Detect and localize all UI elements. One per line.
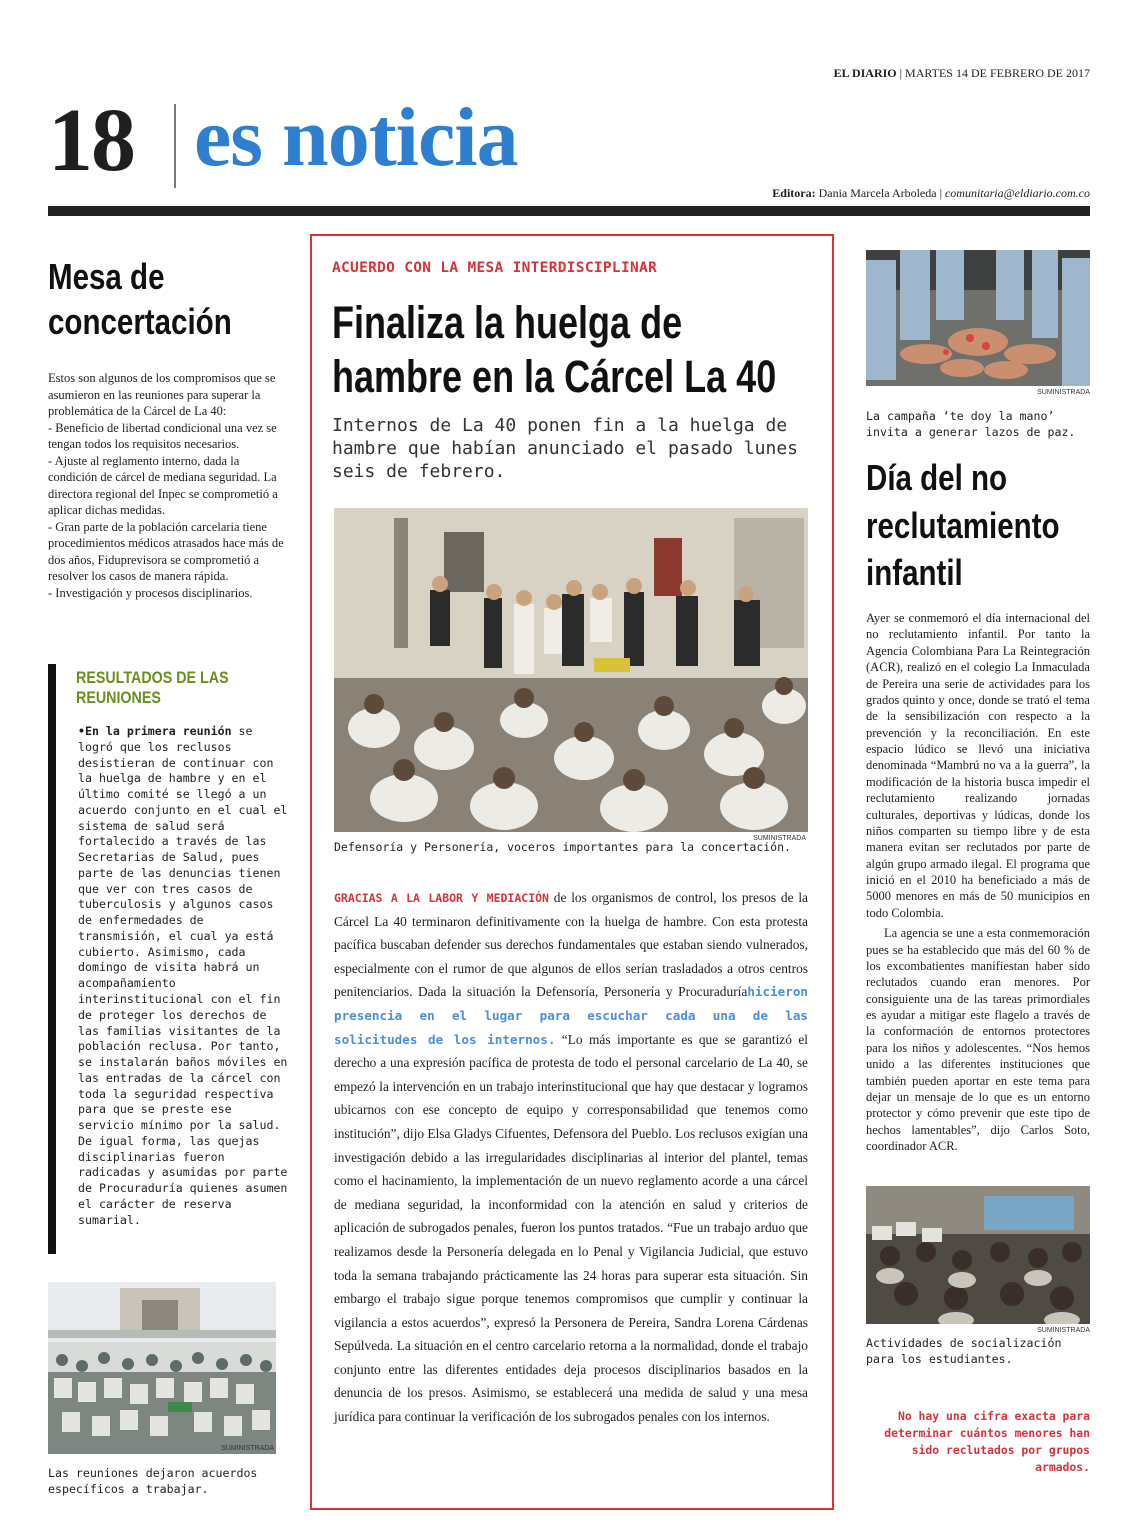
header-divider [174,104,176,188]
photo-credit: SUMINISTRADA [1037,389,1090,396]
results-text [78,724,294,1229]
left-headline-line2: concertación [48,301,232,342]
commitment-item: - Investigación y procesos disciplinarios. [48,585,253,600]
right-headline [866,454,1112,597]
editor-email: comunitaria@eldiario.com.co [944,186,1090,200]
article-body-part2: “Lo más importante es que se garantizó el derecho a una expresión pacífica de protesta de todo el personal carcelario de La 40, se empezó la intervención en un trabajo interinstitucional que hay que destacar y logramos ubicarnos con ese concepto de equipo y corresponsabilidad que tenemos como institución”, dijo Elsa Gladys Cifuentes, Defensora del Pueblo. Los reclusos exigían una investigación debido a las irregularidades disciplinarias al interior del plantel, temas como el hacinamiento, la implementación de un nuevo reglamento acorde a una cárcel de mediana seguridad, la inconformidad con la atención en salud y criterios de aplicación de subrogados penales, fueron los puntos tratados. “Fue un trabajo arduo que realizamos desde la Personería delegada en lo Penal y Vigilancia Judicial, que estuvo toda la semana trabajando prácticamente las 24 horas para superar esta situación. Sin embargo el trabajo sigue porque tenemos compromisos que cumplir y continuar la vigilancia a estos acuerdos”, expresó la Personera de Pereira, Sandra Lorena Cárdenas Sepúlveda. La situación en el centro carcelario retorna a la normalidad, donde el trabajo conjunto entre las diferentes entidades deja procesos disciplinarios basados en la denuncia de los presos. Asimismo, se establecerá una medida de salud y una mesa jurídica para continuar la verificación de los subrogados penales con los internos. [334,1031,808,1425]
photo-credit: SUMINISTRADA [1037,1327,1090,1334]
left-headline-line1: Mesa de [48,256,165,297]
students-photo [866,1186,1090,1334]
commitment-item: - Beneficio de libertad condicional una vez se tengan todos los requisitos necesarios. [48,420,277,451]
dateline-separator: | [899,66,903,80]
publication-date: MARTES 14 DE FEBRERO DE 2017 [905,66,1090,80]
page-number: 18 [48,91,134,190]
results-body: se logró que los reclusos desistieran de continuar con la huelga de hambre y en el último comité se llegó a un acuerdo conjunto en el cual el sistema de salud será fortalecido a través de las Secretarias de Salud, pues parte de las denuncias tienen que ver con tres casos de tuberculosis y algunos casos de enfermedades de transmisión, el cual ya está cubierto. Asimismo, cada domingo de visita habrá un acompañamiento interinstitucional con el fin de proteger los derechos de las familias visitantes de la población reclusa. Por tanto, se instalarán baños móviles en las entradas de la cárcel con toda la seguridad respectiva para que se preste ese servicio mínimo por la salud. De igual forma, las quejas disciplinarias fueron radicadas y asumidas por parte de Procuraduría quienes asumen el carácter de reserva sumarial. [78,724,288,1227]
article-deck: Internos de La 40 ponen fin a la huelga de hambre que habían anunciado el pasado lunes seis de febrero. [332,415,798,483]
article-body-part1: de los organismos de control, los presos de la Cárcel La 40 terminaron definitivamente con la huelga de hambre. Con esta protesta pacífica buscaban defender sus derechos fundamentales que estaban siendo vulnerados, especialmente con el rumor de que algunos de ellos serían trasladados a otros centros penitenciarios. Dada la situación la Defensoría, Personería y Procuraduría [334,890,808,1000]
right-headline-line2: reclutamiento [866,504,1060,546]
results-bar [48,664,56,1254]
editor-separator: | [939,186,942,200]
left-column [48,254,288,601]
campaign-photo [866,250,1090,396]
commitments-intro: Estos son algunos de los compromisos que se asumieron en las reuniones para superar la problemática de la Cárcel de La 40: [48,371,276,418]
pull-quote: No hay una cifra exacta para determinar cuántos menores han sido reclutados por grupos armados. [884,1409,1090,1475]
main-article [310,234,834,1510]
campaign-photo-caption: La campaña ‘te doy la mano’ invita a generar lazos de paz. [866,409,1076,439]
commitment-item: - Ajuste al reglamento interno, dada la condición de cárcel de mediana seguridad. La directora regional del Inpec se comprometió a aplicar dichas medidas. [48,453,278,517]
article-highlight: hicieron presencia en el lugar para escuchar cada una de las solicitudes de los internos. [334,984,808,1047]
students-photo-caption: Actividades de socialización para los estudiantes. [866,1336,1062,1366]
right-headline-line3: infantil [866,552,963,594]
article-body [334,886,808,1429]
article-photo-caption: Defensoría y Personería, voceros importantes para la concertación. [334,840,791,854]
section-title: es noticia [194,91,518,184]
results-lead: •En la primera reunión [78,724,232,738]
right-article-body [866,610,1090,1154]
editor-credit [772,186,1090,201]
right-paragraph: La agencia se une a esta conmemoración pues se ha establecido que más del 60 % de los excombatientes manifiestan haber sido reclutados cuando eran menores. Por consiguiente una de las tareas primordiales es ayudar a mitigar este flagelo a través de la conformación de entornos protectores para los niños y adolescentes. “Nos hemos unido a las diferentes instituciones que también pueden aportar en este tema para dejar un mensaje de lo que es un entorno protector y cómo prevenir que este tipo de hechos lamentables”, dijo Carlos Soto, coordinador ACR. [866,926,1090,1153]
results-title [76,668,294,709]
meeting-photo [48,1282,276,1454]
article-photo [334,508,808,842]
article-kicker: ACUERDO CON LA MESA INTERDISCIPLINAR [332,260,658,276]
right-paragraph: Ayer se conmemoró el día internacional del no reclutamiento infantil. Por tanto la Agencia Colombiana Para La Reintegración (ACR), realizó en el colegio La Inmaculada de Pereira una serie de actividades para los grados quinto y once, donde se trató el tema de la sensibilización con respecto a la prevención y la reconciliación. En este espacio lúdico se llevó una iniciativa denominada “Mambrú no va a la guerra”, la modificación de la historia busca impedir el reclutamiento realizando jornadas culturales, deportivas y lúdicas, donde los niños comparten su tiempo libre y de esta manera evitan ser reclutados por parte de algún grupo armado ilegal. El programa que inició en el 2010 ha beneficiado a más de 5000 menores en más de 50 municipios en todo Colombia. [866,611,1090,920]
commitment-item: - Gran parte de la población carcelaria tiene procedimientos médicos atrasados hace más de dos años, Fiduprevisora se comprometió a resolver los casos de manera rápida. [48,519,284,583]
meeting-photo-caption: Las reuniones dejaron acuerdos específicos a trabajar. [48,1466,258,1496]
publication-name: EL DIARIO [833,66,897,80]
header-rule [48,206,1090,216]
editor-label: Editora: [772,186,816,200]
photo-credit: SUMINISTRADA [221,1445,274,1452]
photo-credit: SUMINISTRADA [753,835,806,842]
results-sidebar [48,664,288,1254]
article-headline-line1: Finaliza la huelga de [332,297,683,348]
results-title-line2: REUNIONES [76,688,161,708]
left-headline [48,254,294,344]
results-title-line1: RESULTADOS DE LAS [76,668,229,687]
article-headline-line2: hambre en la Cárcel La 40 [332,351,777,402]
article-headline [332,296,828,404]
header-dateline [834,66,1090,81]
right-headline-line1: Día del no [866,457,1008,498]
editor-name: Dania Marcela Arboleda [818,186,937,200]
article-lead-in: GRACIAS A LA LABOR Y MEDIACIÓN [334,891,549,905]
commitments-list [48,370,288,601]
